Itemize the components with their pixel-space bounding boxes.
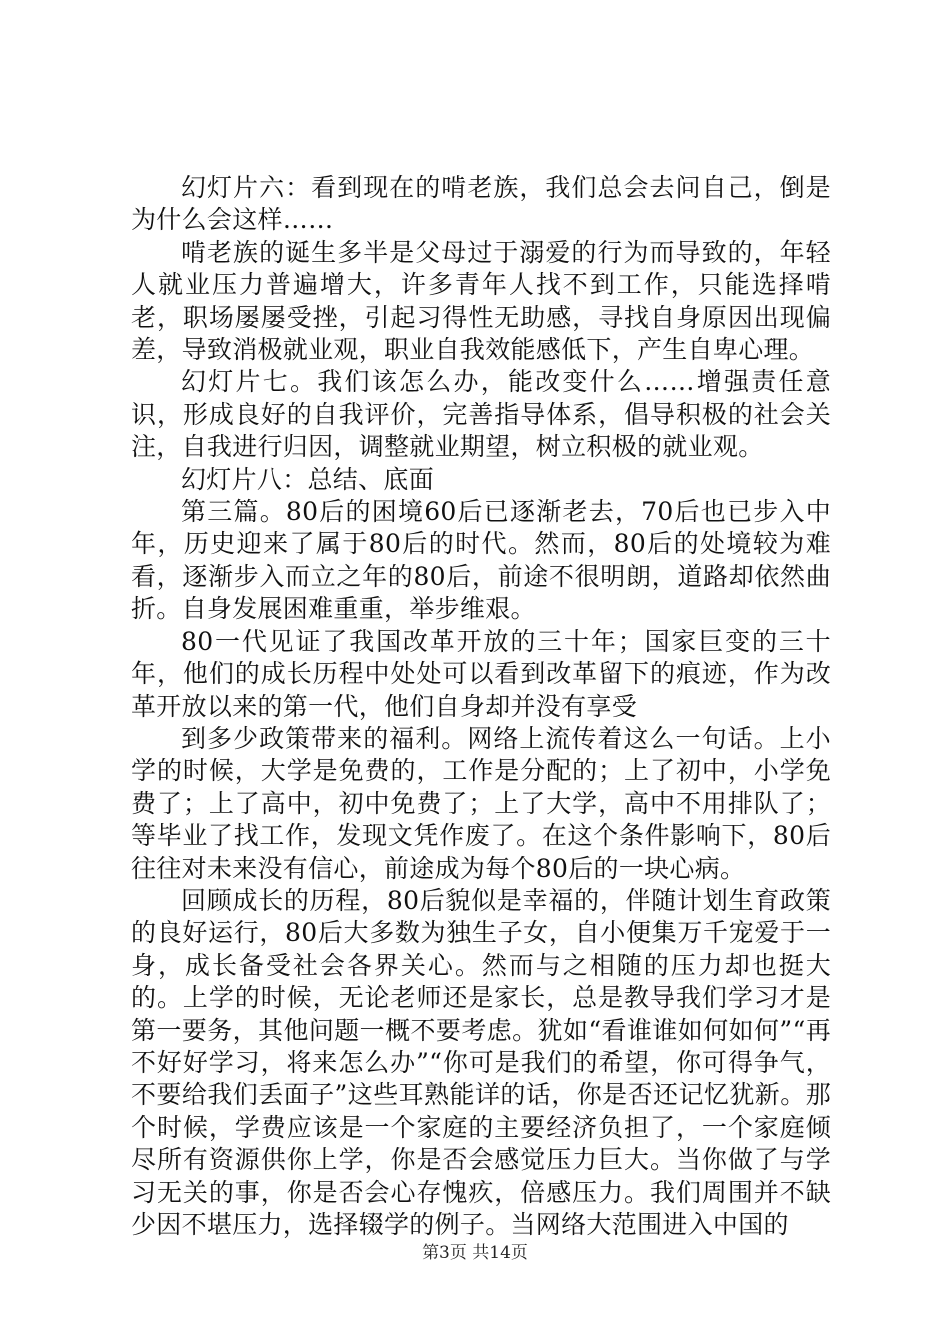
paragraph-growth-pressure: 回顾成长的历程，80后貌似是幸福的，伴随计划生育政策的良好运行，80后大多数为独生子女，自小便集万千宠爱于一身，成长备受社会各界关心。然而与之相随的压力却也挺大的。上学的时候，无论老师还是家长，总是教导我们学习才是第一要务，其他问题一概不要考虑。犹如“看谁谁如何如何”“再不好好学习，将来怎么办”“你可是我们的希望，你可得争气，不要给我们丢面子”这些耳熟能详的话，你是否还记忆犹新。那个时候，学费应该是一个家庭的主要经济负担了，一个家庭倾尽所有资源供你上学，你是否会感觉压力巨大。当你做了与学习无关的事，你是否会心存愧疚，倍感压力。我们周围并不缺少因不堪压力，选择辍学的例子。当网络大范围进入中国的 bbox=[131, 885, 831, 1239]
paragraph-slide-seven: 幻灯片七。我们该怎么办，能改变什么……增强责任意识，形成良好的自我评价，完善指导体系，倡导积极的社会关注，自我进行归因，调整就业期望，树立积极的就业观。 bbox=[131, 367, 831, 462]
paragraph-neet-causes: 啃老族的诞生多半是父母过于溺爱的行为而导致的，年轻人就业压力普遍增大，许多青年人找不到工作，只能选择啃老，职场屡屡受挫，引起习得性无助感，寻找自身原因出现偏差，导致消极就业观，职业自我效能感低下，产生自卑心理。 bbox=[131, 237, 831, 365]
paragraph-part-three: 第三篇。80后的困境60后已逐渐老去，70后也已步入中年，历史迎来了属于80后的时代。然而，80后的处境较为难看，逐渐步入而立之年的80后，前途不很明朗，道路却依然曲折。自身发展困难重重，举步维艰。 bbox=[131, 497, 831, 624]
page-number-footer: 第3页 共14页 bbox=[422, 1243, 528, 1263]
document-body bbox=[131, 172, 831, 1241]
paragraph-slide-six: 幻灯片六：看到现在的啃老族，我们总会去问自己，倒是为什么会这样…… bbox=[131, 173, 831, 235]
paragraph-slide-eight: 幻灯片八：总结、底面 bbox=[181, 464, 435, 494]
paragraph-policy-benefits: 到多少政策带来的福利。网络上流传着这么一句话。上小学的时候，大学是免费的，工作是分配的；上了初中，小学免费了；上了高中，初中免费了；上了大学，高中不用排队了；等毕业了找工作，发现文凭作废了。在这个条件影响下，80后往往对未来没有信心，前途成为每个80后的一块心病。 bbox=[131, 723, 831, 883]
paragraph-reform-generation: 80一代见证了我国改革开放的三十年；国家巨变的三十年，他们的成长历程中处处可以看到改革留下的痕迹，作为改革开放以来的第一代，他们自身却并没有享受 bbox=[131, 626, 831, 721]
